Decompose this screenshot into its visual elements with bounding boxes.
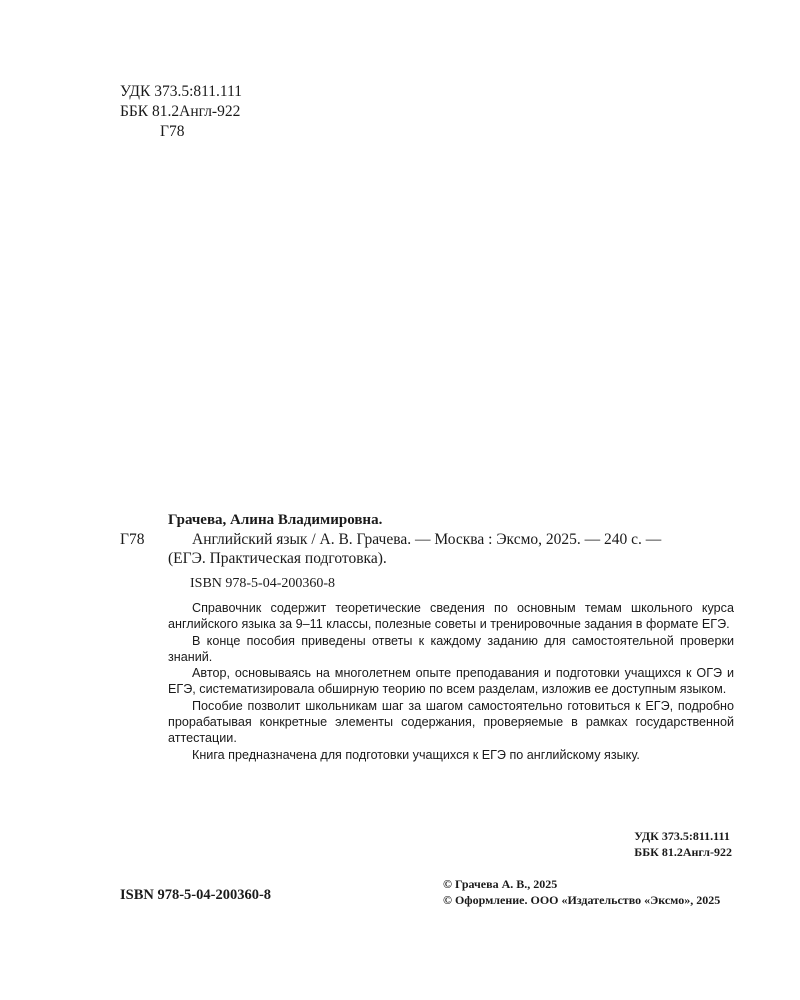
bbk-code: ББК 81.2Англ-922 [120,103,241,120]
annotation-paragraph: Автор, основываясь на многолетнем опыте преподавания и подготовки учащихся к ОГЭ и ЕГЭ, систематизировала обширную теорию по всем разделам, изложив ее доступным языком. [168,666,734,697]
annotation-paragraph: Книга предназначена для подготовки учащихся к ЕГЭ по английскому языку. [192,747,640,762]
catalog-isbn: ISBN 978-5-04-200360-8 [190,576,336,591]
annotation-paragraph: В конце пособия приведены ответы к каждому заданию для самостоятельной проверки знаний. [168,633,734,664]
copyright-block [443,876,720,908]
footer-bbk-code: ББК 81.2Англ-922 [634,845,732,859]
footer-classification [634,828,732,860]
copyright-design: © Оформление. ООО «Издательство «Эксмо», 2025 [443,893,721,907]
catalog-author: Грачева, Алина Владимировна. [168,512,383,528]
catalog-title-line: Английский язык / А. В. Грачева. — Москва : Эксмо, 2025. — 240 с. — [192,531,662,548]
header-classification [120,82,242,142]
catalog-series-line: (ЕГЭ. Практическая подготовка). [168,550,387,567]
catalog-author-mark: Г78 [120,531,145,548]
author-mark: Г78 [160,123,185,140]
udk-code: УДК 373.5:811.111 [120,83,243,100]
annotation-paragraph: Справочник содержит теоретические сведения по основным темам школьного курса английского языка за 9–11 классы, полезные советы и тренировочные задания в формате ЕГЭ. [168,601,734,632]
imprint-isbn: ISBN 978-5-04-200360-8 [120,887,272,903]
annotation [168,600,734,763]
catalog-description [168,530,734,568]
annotation-paragraph: Пособие позволит школьникам шаг за шагом самостоятельно готовиться к ЕГЭ, подробно прорабатывая конкретные элементы содержания, проверяемые в рамках государственной аттестации. [168,698,734,746]
copyright-author: © Грачева А. В., 2025 [443,877,558,891]
footer-udk-code: УДК 373.5:811.111 [634,829,730,843]
